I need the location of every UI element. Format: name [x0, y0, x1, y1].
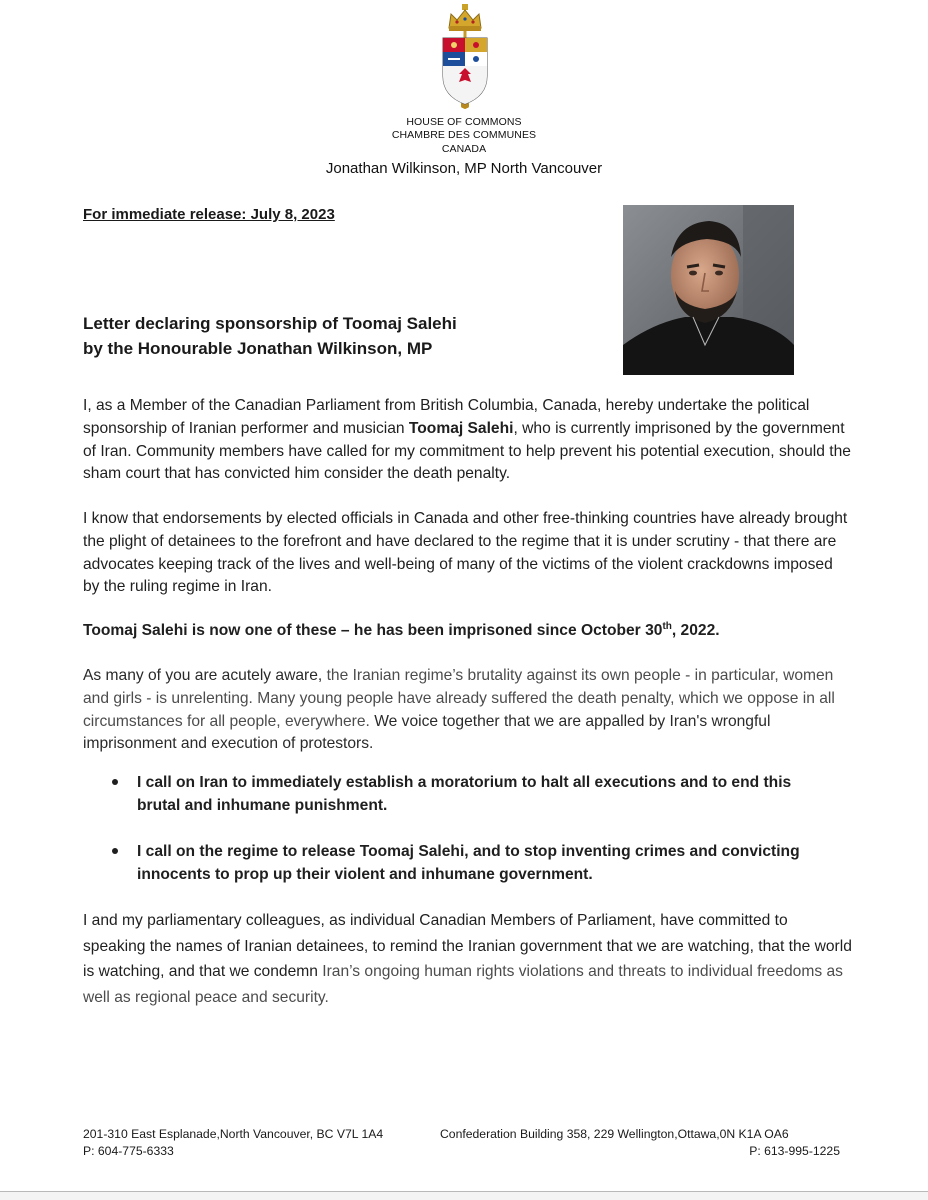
bullet-release: I call on the regime to release Toomaj Salehi, and to stop inventing crimes and convicting innocents to prop up their violent and inhumane government.	[137, 843, 800, 883]
house-of-commons-label: HOUSE OF COMMONS	[406, 116, 522, 128]
paragraph-regime-start: As many of you are acutely aware,	[83, 667, 327, 684]
bullet-moratorium: I call on Iran to immediately establish a moratorium to halt all executions and to end this brutal and inhumane punishment.	[137, 774, 792, 814]
house-of-commons-crest	[433, 4, 497, 112]
toomaj-salehi-name: Toomaj Salehi	[408, 419, 514, 437]
constituency-office-address	[83, 1126, 383, 1160]
portrait-photo	[623, 205, 794, 375]
paragraph-sponsorship-after: , who is currently imprisoned by the government of Iran. Community members have called for my commitment to help prevent his potential execution, should the sham court that has convicted him consider the death penalty.	[83, 419, 851, 483]
imprisoned-text: Toomaj Salehi is now one of these – he has been imprisoned since October 30	[83, 622, 663, 640]
paragraph-colleagues	[83, 908, 853, 1010]
constituency-address-line: 201-310 East Esplanade,North Vancouver, BC V7L 1A4	[83, 1127, 384, 1141]
paragraph-sponsorship-before: I, as a Member of the Canadian Parliament from British Columbia, Canada, hereby undertake the political sponsorship of Iranian performer and musician	[83, 397, 810, 437]
bullet-dot	[110, 841, 120, 851]
release-date: For immediate release: July 8, 2023	[83, 206, 335, 223]
paragraph-colleagues-rest: Iran’s ongoing human rights violations and threats to individual freedoms as well as regional peace and security.	[83, 963, 843, 1006]
constituency-phone: P: 604-775-6333	[83, 1144, 174, 1158]
paragraph-regime-rest: the Iranian regime’s brutality against its own people - in particular, women and girls - is unrelenting. Many young people have already suffered the death penalty, which we oppose in all circumstances for all people, everywhere.	[83, 667, 835, 730]
chambre-des-communes-label: CHAMBRE DES COMMUNES	[391, 129, 537, 141]
imprisoned-year: , 2022.	[671, 622, 720, 640]
bullet-dot	[110, 772, 120, 782]
paragraph-endorsements: I know that endorsements by elected officials in Canada and other free-thinking countries have already brought the plight of detainees to the forefront and have declared to the regime that it is under scrutiny - that there are advocates keeping track of the lives and well-being of many of the victims of the violent crackdowns imposed by the ruling regime in Iran.	[83, 510, 848, 596]
page-bottom-strip	[0, 1192, 928, 1200]
paragraph-imprisoned-since	[83, 616, 853, 643]
canada-label: CANADA	[441, 143, 487, 155]
letter-title	[83, 311, 457, 361]
ottawa-phone: P: 613-995-1225	[749, 1144, 840, 1158]
letter-title-line-1: Letter declaring sponsorship of Toomaj Salehi	[83, 314, 457, 333]
paragraph-regime-brutality	[83, 665, 853, 756]
ottawa-office-address	[440, 1126, 840, 1160]
ottawa-address-line: Confederation Building 358, 229 Wellington,Ottawa,0N K1A OA6	[440, 1127, 789, 1141]
paragraph-sponsorship	[83, 395, 853, 486]
paragraph-regime-end: We voice together that we are appalled by Iran's wrongful imprisonment and execution of protestors.	[83, 712, 771, 753]
ordinal-suffix: th	[662, 621, 672, 632]
paragraph-colleagues-start: I and my parliamentary colleagues, as individual Canadian Members of Parliament, have committed to speaking the names of Iranian detainees, to remind the Iranian government that we are watching, that the world is watching, and that we condemn	[83, 912, 852, 980]
member-name: Jonathan Wilkinson, MP North Vancouver	[325, 160, 603, 177]
letter-title-line-2: by the Honourable Jonathan Wilkinson, MP	[83, 339, 433, 358]
